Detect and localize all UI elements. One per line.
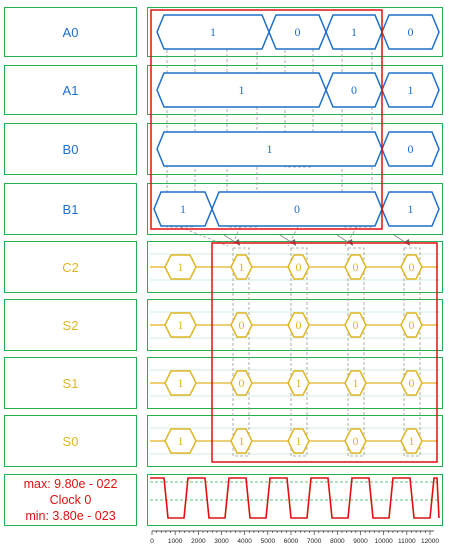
bus-value-label: 0 — [294, 202, 300, 216]
bus-value-label: 1 — [295, 376, 302, 390]
signal-name: S2 — [62, 317, 79, 333]
bus-value-label: 1 — [266, 142, 273, 156]
clock-max: max: 9.80e - 022 — [23, 477, 118, 491]
time-axis-label: 7000 — [306, 538, 322, 545]
clock-min: min: 3.80e - 023 — [25, 509, 116, 523]
bus-value-label: 0 — [238, 376, 245, 390]
signal-name: A0 — [62, 24, 79, 40]
bus-value-label: 0 — [238, 318, 245, 332]
bus-value-label: 1 — [407, 202, 414, 216]
bus-value-label: 0 — [352, 434, 359, 448]
signal-name: S0 — [62, 433, 79, 449]
signal-name: B0 — [62, 141, 79, 157]
bus-value-label: 0 — [352, 260, 359, 274]
time-axis-label: 6000 — [283, 538, 299, 545]
bus-value-label: 1 — [210, 25, 216, 39]
time-axis-label: 9000 — [353, 538, 368, 545]
bus-value-label: 0 — [408, 260, 415, 274]
bus-value-label: 0 — [407, 25, 414, 39]
bus-value-label: 1 — [177, 376, 184, 390]
bus-value-label: 0 — [295, 260, 302, 274]
bus-value-label: 0 — [408, 376, 415, 390]
bus-value-label: 1 — [351, 25, 357, 39]
bus-value-label: 1 — [238, 260, 245, 274]
bus-value-label: 0 — [294, 25, 301, 39]
signal-name: A1 — [62, 82, 79, 98]
time-axis-label: 12000 — [420, 538, 440, 545]
bus-value-label: 1 — [407, 83, 414, 97]
time-axis-label: 10000 — [374, 538, 393, 545]
bus-value-label: 0 — [295, 318, 302, 332]
time-axis-label: 5000 — [260, 538, 276, 545]
bus-value-label: 0 — [351, 83, 357, 97]
bus-value-label: 1 — [238, 83, 245, 97]
time-axis-label: 2000 — [191, 538, 206, 545]
time-axis-label: 8000 — [330, 538, 345, 545]
signal-name: B1 — [62, 201, 79, 217]
clock-waveform — [150, 478, 439, 518]
signal-name: C2 — [62, 259, 79, 275]
bus-value-label: 0 — [352, 318, 359, 332]
time-axis-label: 3000 — [214, 538, 229, 545]
bus-value-label: 0 — [408, 318, 415, 332]
bus-value-label: 1 — [177, 318, 184, 332]
time-axis-label: 11000 — [398, 538, 416, 545]
time-axis-label: 4000 — [237, 538, 252, 545]
signal-name: S1 — [62, 375, 79, 391]
bus-value-label: 1 — [352, 376, 359, 390]
bus-value-label: 1 — [177, 434, 184, 448]
clock-name: Clock 0 — [49, 493, 92, 507]
time-axis-label: 0 — [150, 538, 154, 545]
bus-value-label: 1 — [408, 434, 415, 448]
bus-value-label: 1 — [238, 434, 245, 448]
bus-value-label: 1 — [177, 260, 184, 274]
bus-value-label: 1 — [180, 202, 186, 216]
bus-value-label: 1 — [295, 434, 302, 448]
bus-value-label: 0 — [407, 142, 414, 156]
time-axis-label: 1000 — [167, 538, 183, 545]
